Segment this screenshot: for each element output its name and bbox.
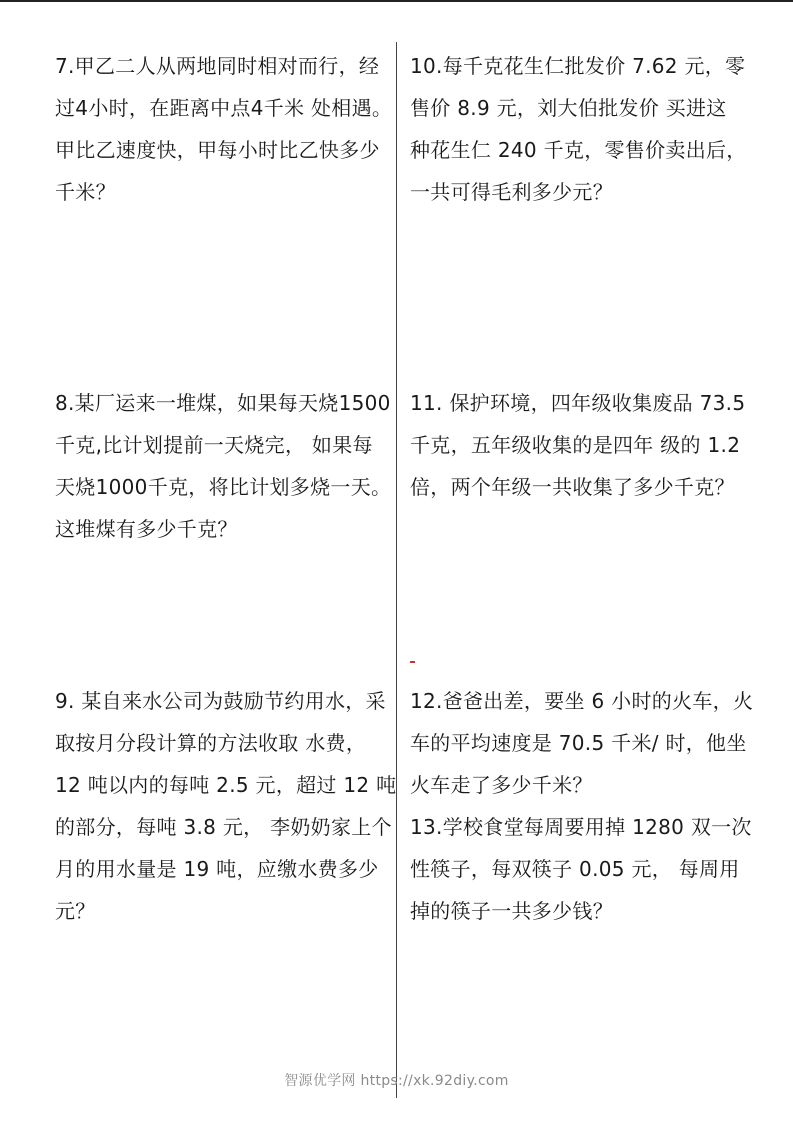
problem-11 xyxy=(410,382,745,508)
problem-line: 取按月分段计算的方法收取 水费， xyxy=(55,731,367,755)
problem-line: 12 吨以内的每吨 2.5 元，超过 12 吨 xyxy=(55,773,397,797)
problem-line: 千克,比计划提前一天烧完， 如果每 xyxy=(55,433,373,457)
problem-line: 11. 保护环境，四年级收集废品 73.5 xyxy=(410,391,746,415)
problem-9 xyxy=(55,680,396,932)
problem-line: 天烧1000千克，将比计划多烧一天。 xyxy=(55,475,392,499)
problem-13 xyxy=(410,806,752,932)
red-mark xyxy=(410,661,415,663)
problem-line: 车的平均速度是 70.5 千米/ 时，他坐 xyxy=(410,731,747,755)
problem-12 xyxy=(410,680,753,806)
problem-line: 9. 某自来水公司为鼓励节约用水，采 xyxy=(55,689,386,713)
problem-line: 千克，五年级收集的是四年 级的 1.2 xyxy=(410,433,741,457)
problem-line: 月的用水量是 19 吨，应缴水费多少 xyxy=(55,857,379,881)
problem-8 xyxy=(55,382,391,550)
problem-line: 甲比乙速度快，甲每小时比乙快多少 xyxy=(55,138,380,162)
problem-line: 10.每千克花生仁批发价 7.62 元，零 xyxy=(410,54,746,78)
problem-line: 售价 8.9 元，刘大伯批发价 买进这 xyxy=(410,96,727,120)
problem-line: 这堆煤有多少千克？ xyxy=(55,517,238,541)
top-border xyxy=(0,0,793,2)
footer-watermark: 智源优学网 https://xk.92diy.com xyxy=(284,1073,509,1089)
problem-line: 过4小时，在距离中点4千米 处相遇。 xyxy=(55,96,393,120)
problem-line: 8.某厂运来一堆煤，如果每天烧1500 xyxy=(55,391,391,415)
problem-line: 火车走了多少千米？ xyxy=(410,773,593,797)
problem-line: 元？ xyxy=(55,899,96,923)
problem-7 xyxy=(55,45,392,213)
problem-line: 倍，两个年级一共收集了多少千克？ xyxy=(410,475,735,499)
problem-line: 的部分，每吨 3.8 元， 李奶奶家上个 xyxy=(55,815,392,839)
problem-line: 12.爸爸出差，要坐 6 小时的火车，火 xyxy=(410,689,754,713)
problem-line: 性筷子，每双筷子 0.05 元， 每周用 xyxy=(410,857,740,881)
column-divider xyxy=(396,42,397,1098)
problem-line: 种花生仁 240 千克，零售价卖出后， xyxy=(410,138,747,162)
problem-line: 掉的筷子一共多少钱？ xyxy=(410,899,613,923)
problem-line: 13.学校食堂每周要用掉 1280 双一次 xyxy=(410,815,752,839)
problem-10 xyxy=(410,45,747,213)
problem-line: 一共可得毛利多少元？ xyxy=(410,180,613,204)
problem-line: 7.甲乙二人从两地同时相对而行，经 xyxy=(55,54,380,78)
problem-line: 千米？ xyxy=(55,180,116,204)
